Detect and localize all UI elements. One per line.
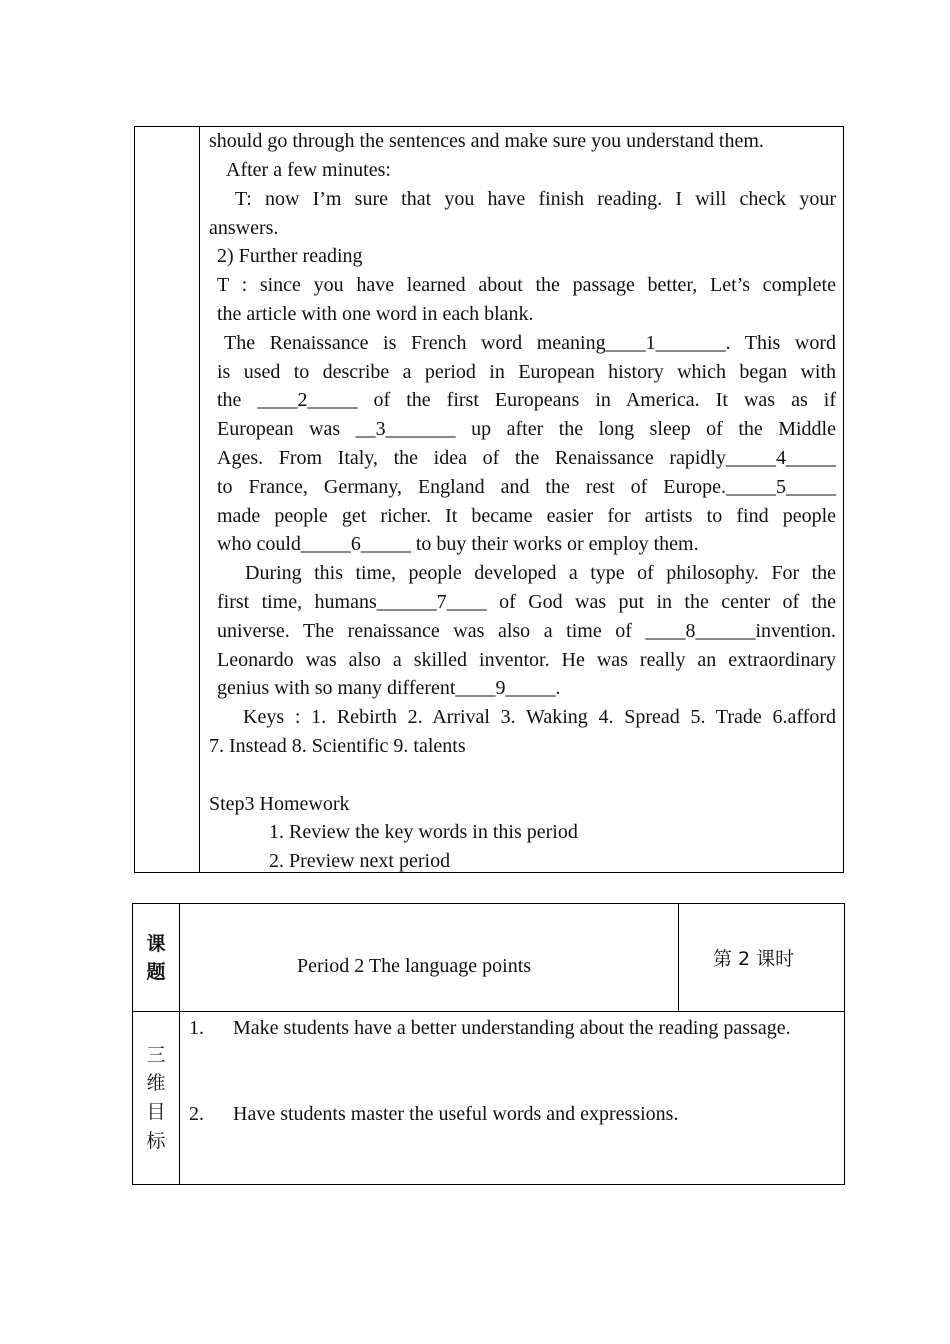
- cloze-line: genius with so many different____9_____.: [217, 677, 561, 699]
- step-heading: Step3 Homework: [209, 793, 350, 815]
- objectives-label-char: 维: [146, 1072, 166, 1095]
- cloze-line: universe. The renaissance was also a time of ____8______invention.: [217, 620, 836, 642]
- objectives-label-char: 三: [146, 1043, 166, 1066]
- cloze-line: European was __3_______ up after the long sleep of the Middle: [217, 418, 836, 440]
- cloze-line: made people get richer. It became easier for artists to find people: [217, 505, 836, 527]
- text-line: answers.: [209, 217, 279, 239]
- lesson-procedure-table: [134, 126, 844, 873]
- label-column-empty: [135, 127, 200, 872]
- cloze-line: is used to describe a period in European history which began with: [217, 361, 836, 383]
- topic-label-char: 题: [146, 960, 166, 983]
- period-number: 第 2 课时: [713, 948, 795, 970]
- text-line: should go through the sentences and make sure you understand them.: [209, 130, 764, 152]
- period-table: [132, 903, 845, 1185]
- text-line: T: now I’m sure that you have finish reading. I will check your: [235, 188, 836, 210]
- topic-label-cell: [133, 904, 180, 1012]
- topic-title-cell: [180, 904, 679, 1012]
- answer-keys: 7. Instead 8. Scientific 9. talents: [209, 735, 466, 757]
- cloze-line: the ____2_____ of the first Europeans in America. It was as if: [217, 389, 836, 411]
- objective-number: 1.: [189, 1017, 204, 1039]
- cloze-line: The Renaissance is French word meaning____1_______. This word: [224, 332, 836, 354]
- cloze-line: Leonardo was also a skilled inventor. He was really an extraordinary: [217, 649, 836, 671]
- text-line: the article with one word in each blank.: [217, 303, 534, 325]
- period-number-cell: [679, 904, 844, 1012]
- period-title: Period 2 The language points: [297, 955, 532, 977]
- homework-item: 1. Review the key words in this period: [269, 821, 578, 843]
- objective-text: Have students master the useful words and expressions.: [233, 1103, 679, 1125]
- cloze-line: who could_____6_____ to buy their works or employ them.: [217, 533, 699, 555]
- answer-keys: Keys : 1. Rebirth 2. Arrival 3. Waking 4. Spread 5. Trade 6.afford: [243, 706, 836, 728]
- text-line: After a few minutes:: [226, 159, 391, 181]
- homework-item: 2. Preview next period: [269, 850, 451, 872]
- section-heading: 2) Further reading: [217, 245, 363, 267]
- cloze-line: first time, humans______7____ of God was put in the center of the: [217, 591, 836, 613]
- objective-text: Make students have a better understanding about the reading passage.: [233, 1017, 791, 1039]
- cloze-line: During this time, people developed a type of philosophy. For the: [245, 562, 836, 584]
- text-line: T : since you have learned about the passage better, Let’s complete: [217, 274, 836, 296]
- topic-label-char: 课: [146, 932, 166, 955]
- cloze-line: Ages. From Italy, the idea of the Renaissance rapidly_____4_____: [217, 447, 836, 469]
- objective-number: 2.: [189, 1103, 204, 1125]
- objectives-label-char: 目: [146, 1101, 166, 1123]
- objectives-label-char: 标: [146, 1129, 166, 1152]
- objectives-cell: [180, 1012, 844, 1184]
- objectives-label-cell: [133, 1012, 180, 1184]
- cloze-line: to France, Germany, England and the rest of Europe._____5_____: [217, 476, 836, 498]
